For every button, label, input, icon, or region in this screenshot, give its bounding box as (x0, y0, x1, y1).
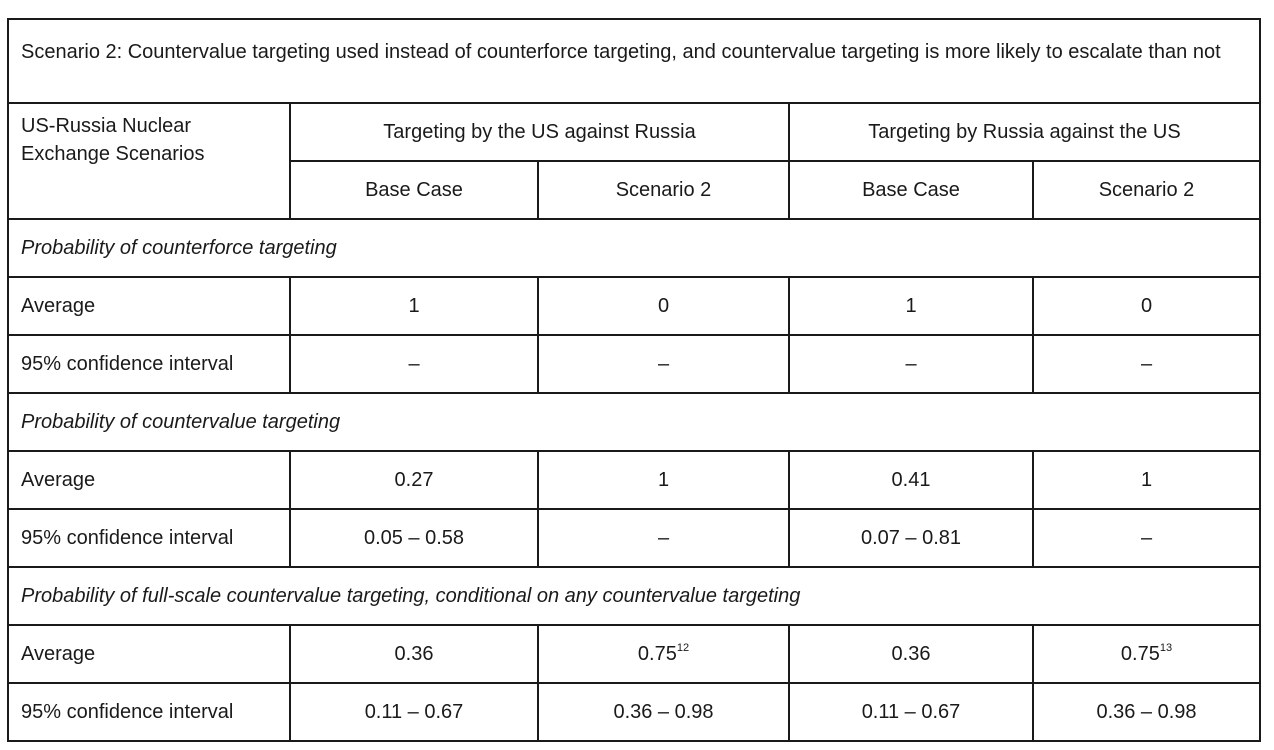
row-label: 95% confidence interval (8, 509, 290, 567)
subheader-us-scenario-2: Scenario 2 (538, 161, 789, 219)
table-cell (789, 451, 1033, 509)
cell-value: 1 (1140, 468, 1153, 491)
table-cell (290, 277, 538, 335)
table-cell (789, 683, 1033, 741)
cell-value: 0 (1140, 294, 1153, 317)
section-title: Probability of counterforce targeting (8, 219, 1260, 277)
cell-value: 0.36 – 0.98 (1096, 700, 1197, 723)
table-title-row (8, 19, 1260, 103)
cell-value: 0.36 (891, 642, 931, 665)
table-row (8, 335, 1260, 393)
cell-value: 0.75 (637, 642, 677, 665)
cell-value: 1 (657, 468, 670, 491)
row-label: Average (8, 625, 290, 683)
table-cell (290, 335, 538, 393)
cell-value: 0.36 – 0.98 (613, 700, 714, 723)
table-cell (538, 451, 789, 509)
cell-value: 0.41 (891, 468, 931, 491)
table-cell (538, 335, 789, 393)
cell-value: 0 (657, 294, 670, 317)
group-header-us: Targeting by the US against Russia (290, 103, 789, 161)
table-row (8, 509, 1260, 567)
row-label: 95% confidence interval (8, 335, 290, 393)
cell-value: 0.36 (394, 642, 434, 665)
table-cell (1033, 509, 1260, 567)
cell-value: – (408, 352, 420, 375)
cell-value: 1 (905, 294, 917, 317)
table-cell (1033, 277, 1260, 335)
cell-value: 1 (408, 294, 420, 317)
table-cell (1033, 451, 1260, 509)
row-label: 95% confidence interval (8, 683, 290, 741)
table-cell (1033, 625, 1260, 683)
row-label: Average (8, 277, 290, 335)
cell-value: 0.75 (1120, 642, 1160, 665)
table-cell (538, 625, 789, 683)
table-row (8, 625, 1260, 683)
cell-value: 0.11 – 0.67 (364, 700, 464, 723)
table-cell (1033, 335, 1260, 393)
table-cell (290, 509, 538, 567)
section-title: Probability of full-scale countervalue targeting, conditional on any countervalue targeting (8, 567, 1260, 625)
cell-value: – (1140, 352, 1153, 375)
cell-value: – (657, 352, 670, 375)
table-cell (789, 625, 1033, 683)
row-header-label: US-Russia Nuclear Exchange Scenarios (8, 103, 290, 219)
scenario-table (7, 18, 1261, 742)
table-cell (290, 625, 538, 683)
subheader-russia-base-case: Base Case (789, 161, 1033, 219)
table-cell (789, 509, 1033, 567)
table-body (8, 219, 1260, 741)
table-cell (538, 277, 789, 335)
row-label: Average (8, 451, 290, 509)
table-cell (1033, 683, 1260, 741)
table-cell (538, 683, 789, 741)
table-row (8, 277, 1260, 335)
footnote-marker: 12 (676, 641, 690, 654)
cell-value: 0.27 (394, 468, 434, 491)
cell-value: – (1140, 526, 1153, 549)
section-row (8, 393, 1260, 451)
group-header-russia: Targeting by Russia against the US (789, 103, 1260, 161)
subheader-us-base-case: Base Case (290, 161, 538, 219)
subheader-russia-scenario-2: Scenario 2 (1033, 161, 1260, 219)
section-title: Probability of countervalue targeting (8, 393, 1260, 451)
cell-value: – (905, 352, 917, 375)
table-title: Scenario 2: Countervalue targeting used instead of counterforce targeting, and countervalue targeting is more likely to escalate than not (8, 19, 1260, 103)
table-cell (538, 509, 789, 567)
cell-value: 0.05 – 0.58 (363, 526, 465, 549)
cell-value: 0.07 – 0.81 (860, 526, 962, 549)
cell-value: 0.11 – 0.67 (861, 700, 961, 723)
table-cell (290, 683, 538, 741)
table-row (8, 683, 1260, 741)
section-row (8, 219, 1260, 277)
cell-value: – (657, 526, 670, 549)
table-cell (789, 335, 1033, 393)
table-cell (290, 451, 538, 509)
table-row (8, 451, 1260, 509)
section-row (8, 567, 1260, 625)
footnote-marker: 13 (1159, 641, 1173, 654)
table-cell (789, 277, 1033, 335)
group-header-row (8, 103, 1260, 161)
